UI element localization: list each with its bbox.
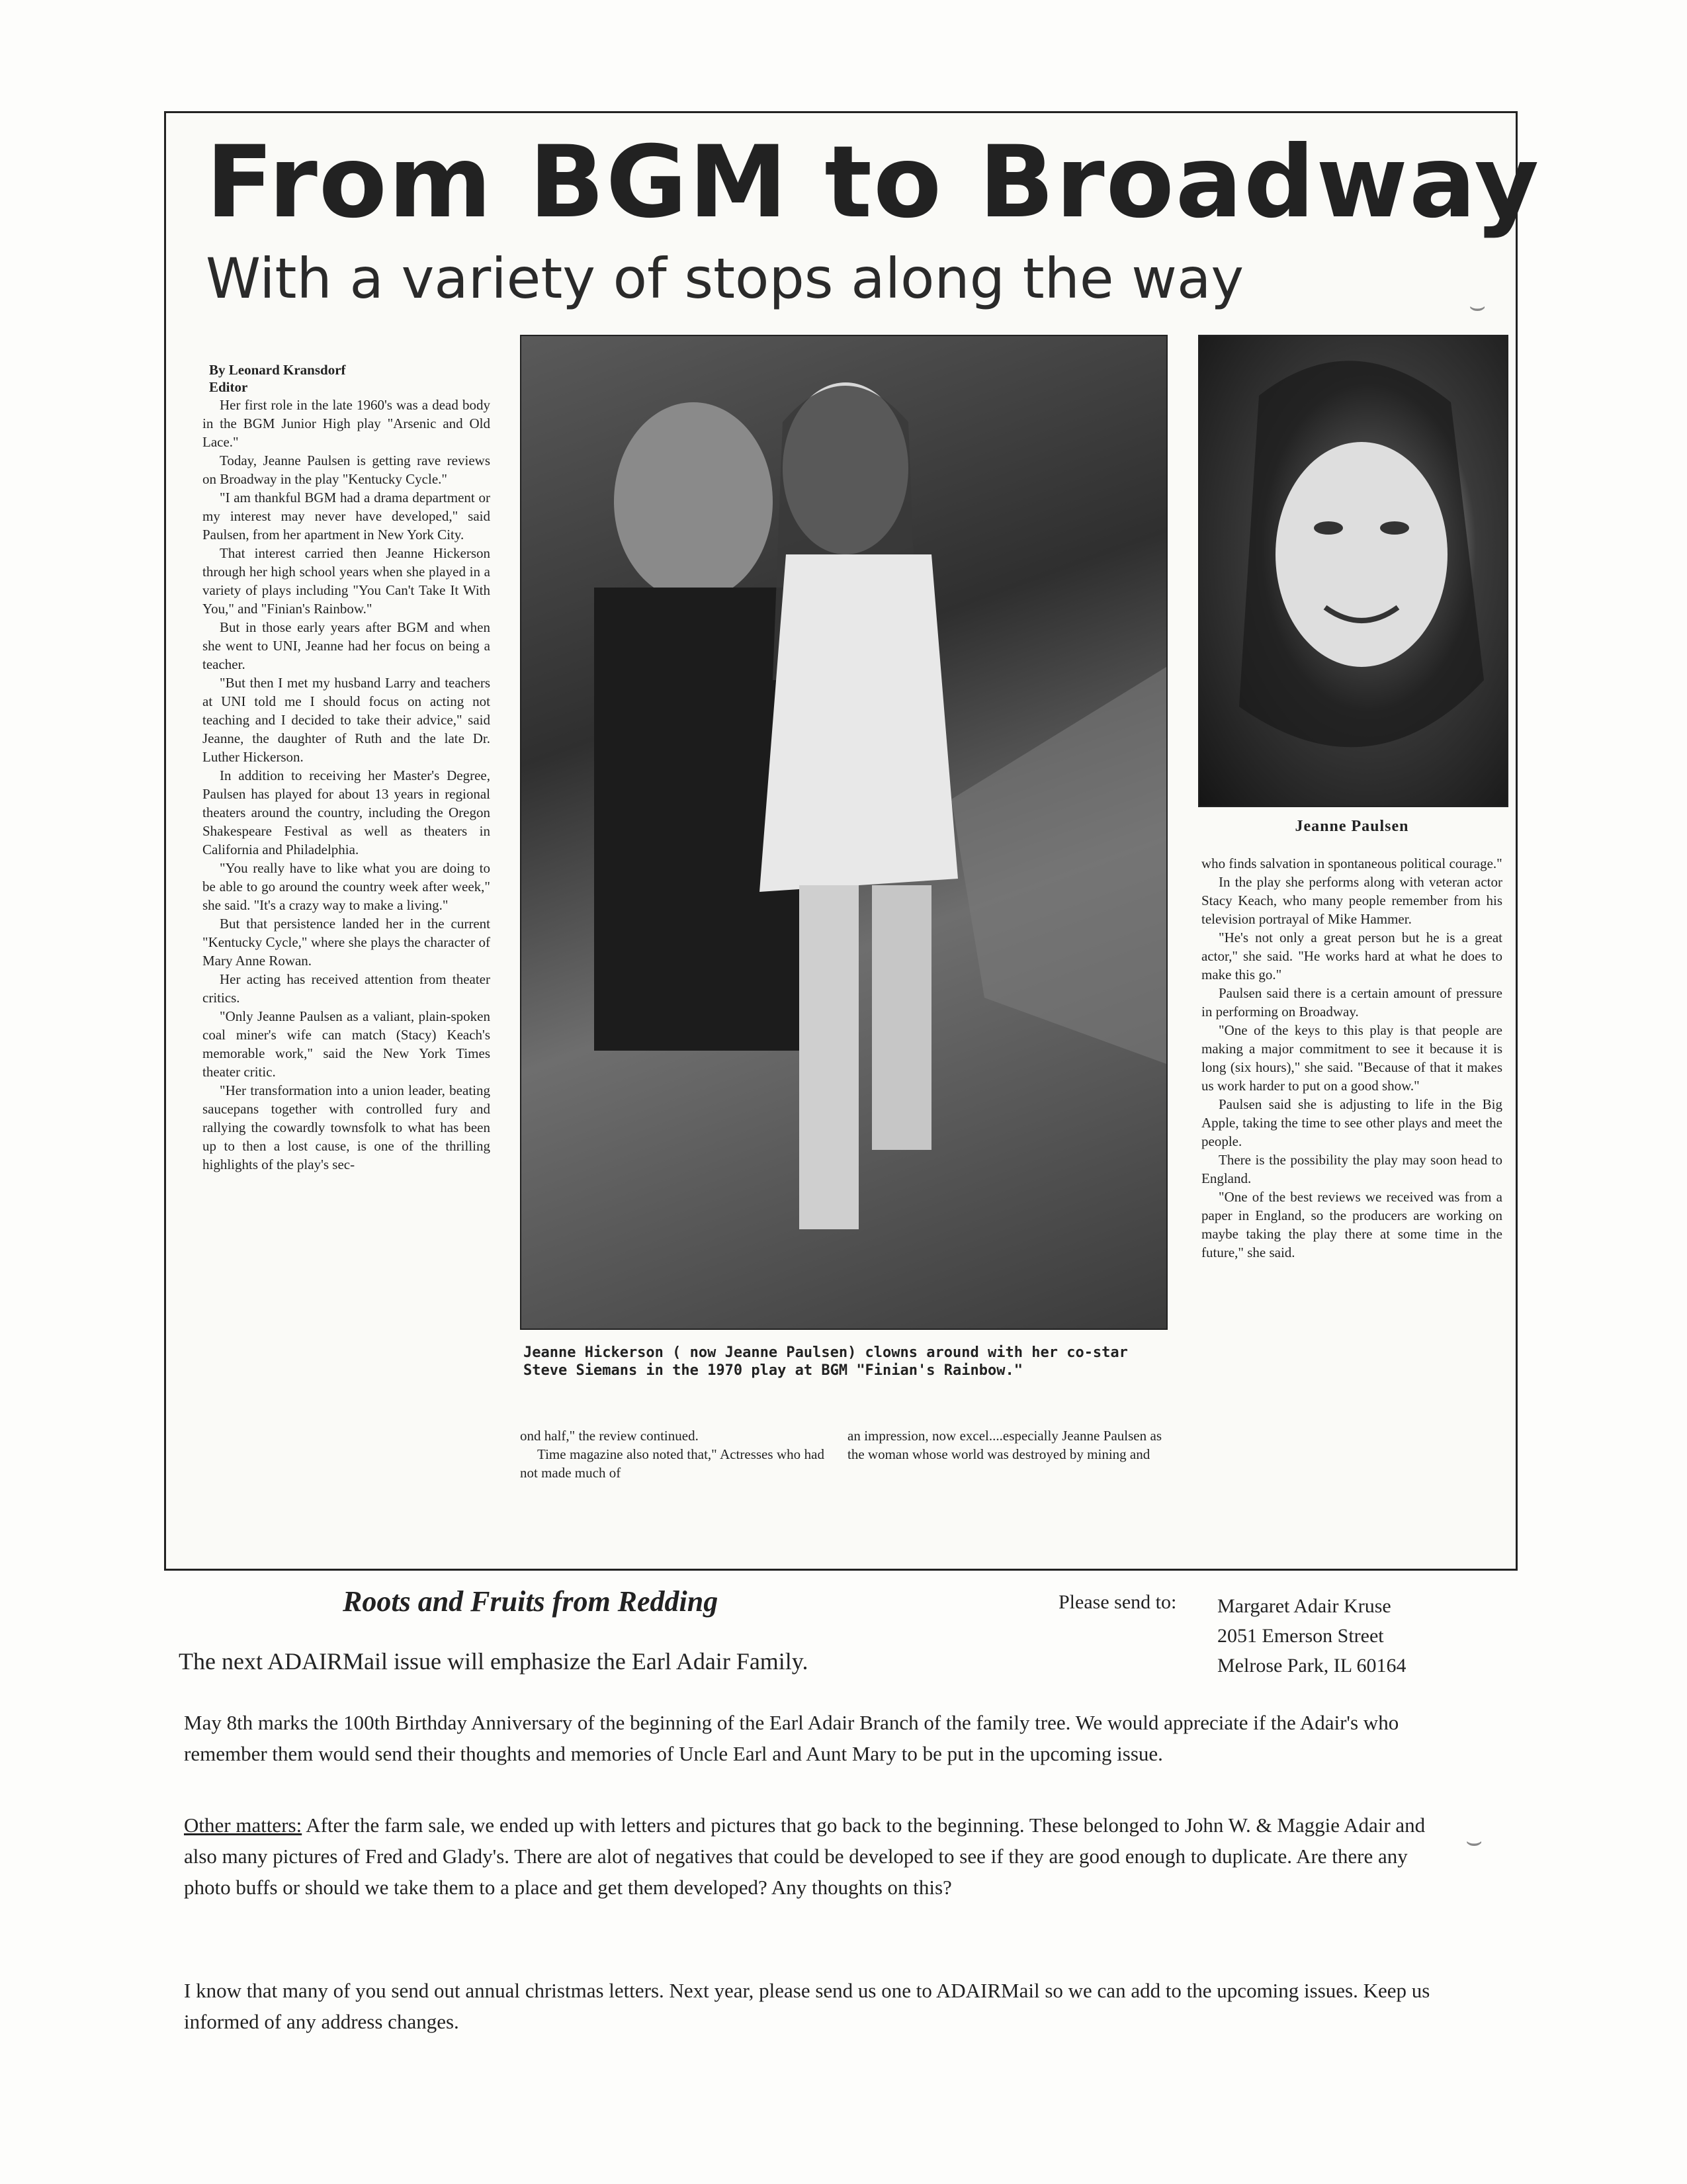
main-photo-caption: Jeanne Hickerson ( now Jeanne Paulsen) clowns around with her co-star Steve Siemans in the 1970 play at BGM "Finian's Rainbow." [523, 1344, 1128, 1379]
paragraph: But in those early years after BGM and when she went to UNI, Jeanne had her focus on being a teacher. [202, 619, 490, 672]
photo-figures-illustration [521, 336, 1166, 1329]
portrait-face-illustration [1199, 336, 1507, 806]
next-issue-note: The next ADAIRMail issue will emphasize the Earl Adair Family. [179, 1648, 808, 1675]
paragraph: Time magazine also noted that," Actresses who had not made much of [520, 1446, 824, 1481]
paragraph: "One of the best reviews we received was from a paper in England, so the producers are working on maybe taking the play there at some time in the future," she said. [1201, 1189, 1502, 1260]
paragraph: an impression, now excel....especially Jeanne Paulsen as the woman whose world was destroyed by mining and [847, 1428, 1162, 1462]
newspaper-clipping [164, 111, 1541, 1571]
portrait-photo [1198, 335, 1508, 807]
paragraph: In addition to receiving her Master's Degree, Paulsen has played for about 13 years in regional theaters around the country, including the Oregon Shakespeare Festival as well as theaters in California and Philadelphia. [202, 767, 490, 857]
paragraph: "But then I met my husband Larry and teachers at UNI told me I should focus on acting not teaching and I decided to take their advice," said Jeanne, the daughter of Ruth and the late Dr. Luther Hickerson. [202, 675, 490, 765]
address-line: Melrose Park, IL 60164 [1217, 1655, 1406, 1677]
other-matters-text: After the farm sale, we ended up with letters and pictures that go back to the beginning. These belonged to John W. & Maggie Adair and also many pictures of Fred and Glady's. There are alot of negatives that could be developed to see if they are good enough to duplicate. Are there any photo buffs or should we take them to a place and get them developed? Any thoughts on this? [184, 1813, 1426, 1899]
section-title: Roots and Fruits from Redding [343, 1585, 718, 1618]
article-column-2 [520, 1426, 824, 1482]
paragraph: "He's not only a great person but he is a great actor," she said. "He works hard at what he does to make this go." [1201, 930, 1502, 983]
paragraph: But that persistence landed her in the current "Kentucky Cycle," where she plays the character of Mary Anne Rowan. [202, 916, 490, 969]
paragraph: "Her transformation into a union leader, beating saucepans together with controlled fury and rallying the cowardly townsfolk to what has been up to then a lost cause, is one of the thrilling highlights of the play's sec- [202, 1082, 490, 1172]
article-subheadline: With a variety of stops along the way [206, 246, 1244, 311]
paragraph: In the play she performs along with veteran actor Stacy Keach, who many people remember from his television portrayal of Mike Hammer. [1201, 874, 1502, 927]
paragraph: Paulsen said there is a certain amount of pressure in performing on Broadway. [1201, 985, 1502, 1020]
paragraph: Her first role in the late 1960's was a dead body in the BGM Junior High play "Arsenic and Old Lace." [202, 397, 490, 450]
article-column-1 [202, 361, 490, 1174]
send-label: Please send to: [1059, 1591, 1177, 1613]
paragraph: Today, Jeanne Paulsen is getting rave reviews on Broadway in the play "Kentucky Cycle." [202, 453, 490, 487]
anniversary-paragraph: May 8th marks the 100th Birthday Anniversary of the beginning of the Earl Adair Branch of the family tree. We would appreciate if the Adair's who remember them would send their thoughts and memories of Uncle Earl and Aunt Mary to be put in the upcoming issue. [184, 1711, 1399, 1765]
christmas-letters-paragraph: I know that many of you send out annual christmas letters. Next year, please send us one to ADAIRMail so we can add to the upcoming issues. Keep us informed of any address changes. [184, 1979, 1430, 2033]
paragraph: That interest carried then Jeanne Hickerson through her high school years when she played in a variety of plays including "You Can't Take It With You," and "Finian's Rainbow." [202, 545, 490, 617]
page-curl-mark: ⌣ [1469, 291, 1487, 322]
other-matters-paragraph [184, 1810, 1454, 1903]
address-line: 2051 Emerson Street [1217, 1625, 1384, 1647]
byline-name: By Leonard Kransdorf [209, 362, 346, 378]
paragraph: "You really have to like what you are doing to be able to go around the country week after week," she said. "It's a crazy way to make a living." [202, 860, 490, 913]
byline-title: Editor [209, 379, 248, 395]
article-column-3 [847, 1426, 1162, 1463]
page-curl-mark: ⌣ [1465, 1826, 1483, 1856]
paragraph: ond half," the review continued. [520, 1428, 699, 1444]
article-column-4 [1201, 854, 1502, 1262]
paragraph: "One of the keys to this play is that people are making a major commitment to see it because it is long (six hours)," she said. "Because of that it makes us work harder to put on a good show." [1201, 1022, 1502, 1094]
paragraph: There is the possibility the play may soon head to England. [1201, 1152, 1502, 1186]
paragraph: who finds salvation in spontaneous political courage." [1201, 855, 1502, 871]
mailing-address [1217, 1591, 1406, 1681]
paragraph: "I am thankful BGM had a drama department or my interest may never have developed," said Paulsen, from her apartment in New York City. [202, 490, 490, 543]
paragraph: Her acting has received attention from theater critics. [202, 971, 490, 1006]
main-photo [520, 335, 1168, 1330]
paragraph: "Only Jeanne Paulsen as a valiant, plain-spoken coal miner's wife can match (Stacy) Keach's memorable work," said the New York Times theater critic. [202, 1008, 490, 1080]
paragraph: Paulsen said she is adjusting to life in the Big Apple, taking the time to see other plays and meet the people. [1201, 1096, 1502, 1149]
portrait-caption: Jeanne Paulsen [1295, 818, 1409, 835]
other-matters-label: Other matters: [184, 1813, 302, 1837]
address-line: Margaret Adair Kruse [1217, 1595, 1391, 1617]
article-headline: From BGM to Broadway [206, 125, 1541, 240]
